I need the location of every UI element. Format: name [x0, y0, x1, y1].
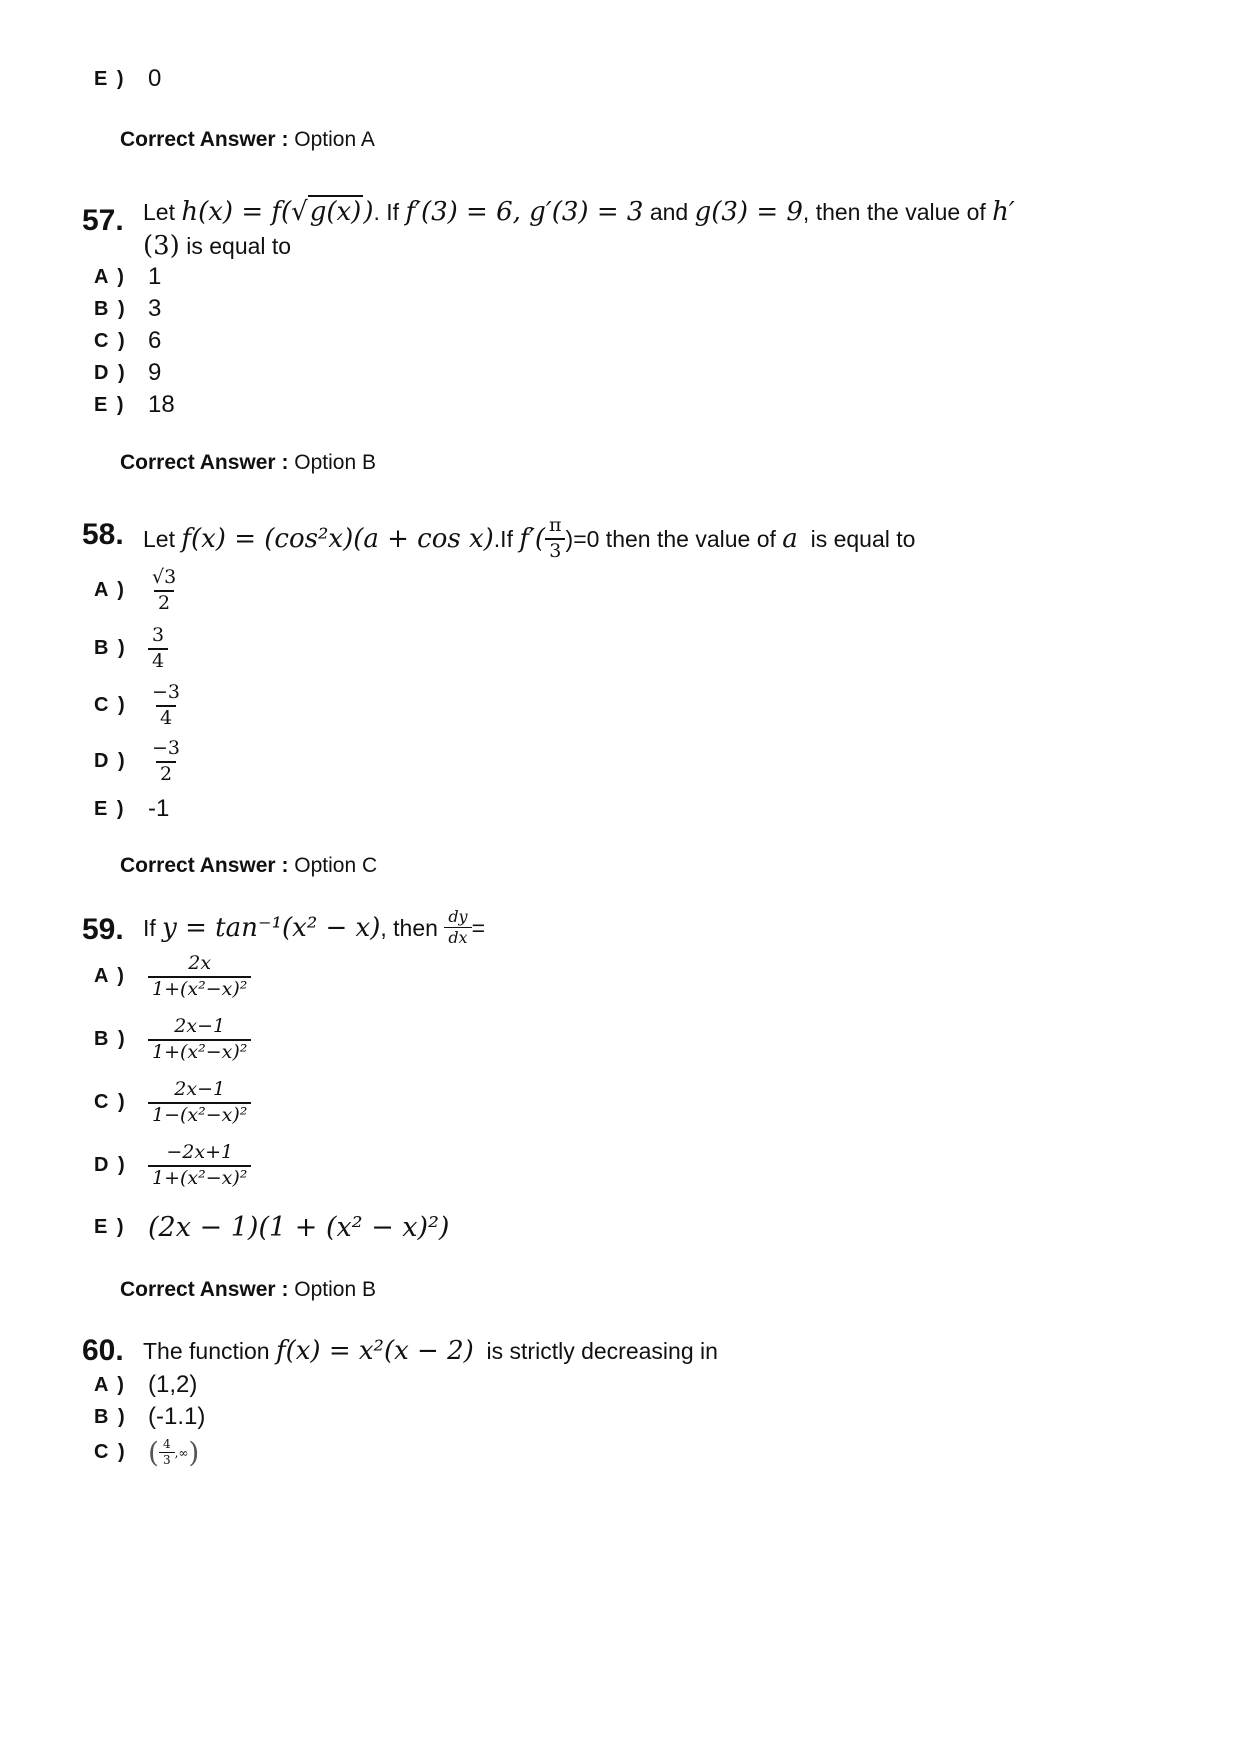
q58-option-b	[94, 624, 168, 674]
option-label: E )	[94, 68, 126, 90]
fraction-denominator: 4	[148, 648, 168, 674]
q57-if: . If	[373, 199, 400, 225]
option-value: 18	[148, 391, 175, 418]
q58-correct-answer	[120, 854, 377, 878]
fraction-denominator: 1+(x²−x)²	[148, 976, 251, 1002]
option-label: B )	[94, 1028, 127, 1051]
fraction-denominator: 1+(x²−x)²	[148, 1165, 251, 1191]
q58-option-e	[94, 795, 170, 822]
q57-g3: g(3) = 9	[694, 197, 803, 227]
question-60-text	[143, 1334, 718, 1368]
question-number: 57.	[82, 204, 124, 237]
q59-option-d	[94, 1141, 251, 1191]
correct-answer-value: Option B	[294, 451, 376, 474]
q57-option-b	[94, 295, 162, 322]
q60-end: is strictly decreasing in	[486, 1338, 718, 1364]
fraction-denominator: 3	[159, 1452, 175, 1468]
fraction-numerator: 2x−1	[174, 1015, 226, 1037]
q58-option-c	[94, 681, 184, 731]
q60-expr: f(x) = x²(x − 2)	[275, 1336, 474, 1366]
correct-answer-value: Option B	[294, 1278, 376, 1301]
question-57-line-1	[143, 195, 1015, 229]
fraction-denominator: 3	[545, 538, 565, 564]
q60-option-c	[94, 1436, 199, 1469]
option-label: D )	[94, 1154, 127, 1177]
q58-if: .If	[493, 525, 513, 552]
correct-answer-label: Correct Answer :	[120, 451, 289, 474]
fraction-numerator: 4	[162, 1437, 171, 1451]
q57-h-prime: h′	[992, 197, 1015, 227]
q58-fprime: f′(	[519, 523, 546, 554]
option-label: C )	[94, 1091, 127, 1114]
fraction-numerator: 3	[152, 624, 165, 646]
prev-option-e	[94, 65, 162, 92]
option-label: C )	[94, 330, 127, 352]
option-label: A )	[94, 579, 126, 602]
fraction-numerator: −3	[152, 737, 181, 759]
option-label: B )	[94, 637, 127, 660]
q60-option-a	[94, 1371, 198, 1398]
q59-option-c	[94, 1078, 251, 1128]
sqrt-symbol: √	[291, 197, 308, 227]
option-label: C )	[94, 694, 127, 717]
q57-then: , then the value of	[802, 199, 986, 225]
q59-option-b	[94, 1015, 251, 1065]
question-number: 58.	[82, 518, 124, 551]
option-value: (1,2)	[148, 1371, 198, 1398]
correct-answer-label: Correct Answer :	[120, 128, 289, 151]
q57-correct-answer	[120, 451, 376, 475]
option-label: A )	[94, 266, 126, 288]
option-label: A )	[94, 1374, 126, 1396]
q58-let: Let	[143, 525, 175, 552]
fraction-denominator: 1−(x²−x)²	[148, 1102, 251, 1128]
fraction-numerator: π	[549, 514, 562, 536]
option-fraction	[148, 1141, 251, 1191]
fraction-numerator: −3	[152, 681, 181, 703]
option-label: D )	[94, 362, 127, 384]
q58-end: is equal to	[810, 525, 916, 552]
q57-h-def: h(x) = f(	[181, 197, 292, 227]
q57-and: and	[649, 199, 689, 225]
fraction-numerator: −2x+1	[166, 1141, 234, 1163]
correct-answer-label: Correct Answer :	[120, 854, 289, 877]
q59-expr: y = tan⁻¹(x² − x)	[162, 912, 381, 943]
q60-option-b	[94, 1403, 206, 1430]
close-paren: )	[188, 1436, 200, 1469]
q57-let: Let	[143, 199, 175, 225]
option-label: E )	[94, 1216, 126, 1238]
q59-correct-answer	[120, 1278, 376, 1302]
option-value: -1	[148, 795, 170, 822]
option-fraction	[148, 1078, 251, 1128]
fraction-denominator: 2	[154, 590, 174, 616]
question-59-text	[143, 907, 485, 948]
open-paren: (	[148, 1436, 159, 1469]
option-value: 0	[148, 65, 162, 92]
q58-eq: )=0 then the value of	[565, 525, 776, 552]
question-number: 60.	[82, 1334, 124, 1367]
option-label: B )	[94, 1406, 127, 1428]
option-label: C )	[94, 1441, 127, 1463]
correct-answer-label: Correct Answer :	[120, 1278, 289, 1301]
option-fraction	[148, 624, 168, 674]
pi-over-3-fraction	[545, 514, 566, 564]
option-value: 6	[148, 327, 162, 354]
option-label: D )	[94, 750, 127, 773]
q59-if: If	[143, 914, 156, 941]
option-label: A )	[94, 965, 126, 988]
q58-rest: )(a + cos x)	[343, 523, 494, 554]
q57-conds: f′(3) = 6, g′(3) = 3	[405, 197, 644, 227]
q59-eq: =	[471, 914, 486, 941]
fraction-denominator: 1+(x²−x)²	[148, 1039, 251, 1065]
option-value: 9	[148, 359, 162, 386]
q58-cos2x: cos²x	[274, 523, 344, 554]
fraction-numerator: 2x−1	[174, 1078, 226, 1100]
option-label: B )	[94, 298, 127, 320]
q58-option-a	[94, 566, 180, 616]
option-fraction	[159, 1437, 175, 1468]
question-57-line-2	[143, 229, 291, 263]
option-fraction	[148, 737, 184, 787]
q57-option-d	[94, 359, 162, 386]
option-label: E )	[94, 798, 126, 820]
option-fraction	[148, 1015, 251, 1065]
q57-option-c	[94, 327, 162, 354]
option-value: 1	[148, 263, 162, 290]
option-value: (-1.1)	[148, 1403, 206, 1430]
q57-line2-rest: is equal to	[186, 233, 292, 259]
q60-start: The function	[143, 1338, 270, 1364]
option-label: E )	[94, 394, 126, 416]
question-number: 59.	[82, 913, 124, 946]
option-fraction	[148, 952, 251, 1002]
fraction-denominator: 4	[156, 705, 176, 731]
correct-answer-value: Option A	[294, 128, 375, 151]
q57-close: )	[363, 197, 374, 227]
q59-then: , then	[380, 914, 438, 941]
q57-option-e	[94, 391, 175, 418]
option-value: (2x − 1)(1 + (x² − x)²)	[148, 1212, 450, 1243]
option-value: 3	[148, 295, 162, 322]
option-fraction	[148, 566, 180, 616]
q57-g-in-root: g(x)	[309, 197, 362, 227]
fraction-numerator: dy	[448, 907, 468, 926]
fraction-numerator: 2x	[188, 952, 212, 974]
q57-option-a	[94, 263, 162, 290]
option-tail: ,∞	[174, 1445, 189, 1460]
q57-arg: (3)	[143, 231, 180, 261]
q59-option-a	[94, 952, 251, 1002]
q58-a: a	[782, 523, 798, 554]
dy-dx-fraction	[444, 907, 471, 948]
option-fraction	[148, 681, 184, 731]
correct-answer-value: Option C	[294, 854, 378, 877]
q59-option-e	[94, 1212, 449, 1243]
question-58-text	[143, 514, 915, 564]
fraction-denominator: dx	[444, 927, 471, 948]
fraction-denominator: 2	[156, 761, 176, 787]
prev-correct-answer	[120, 128, 375, 152]
fraction-numerator: √3	[152, 566, 177, 588]
q58-option-d	[94, 737, 184, 787]
q58-f-def: f(x) = (	[181, 523, 275, 554]
